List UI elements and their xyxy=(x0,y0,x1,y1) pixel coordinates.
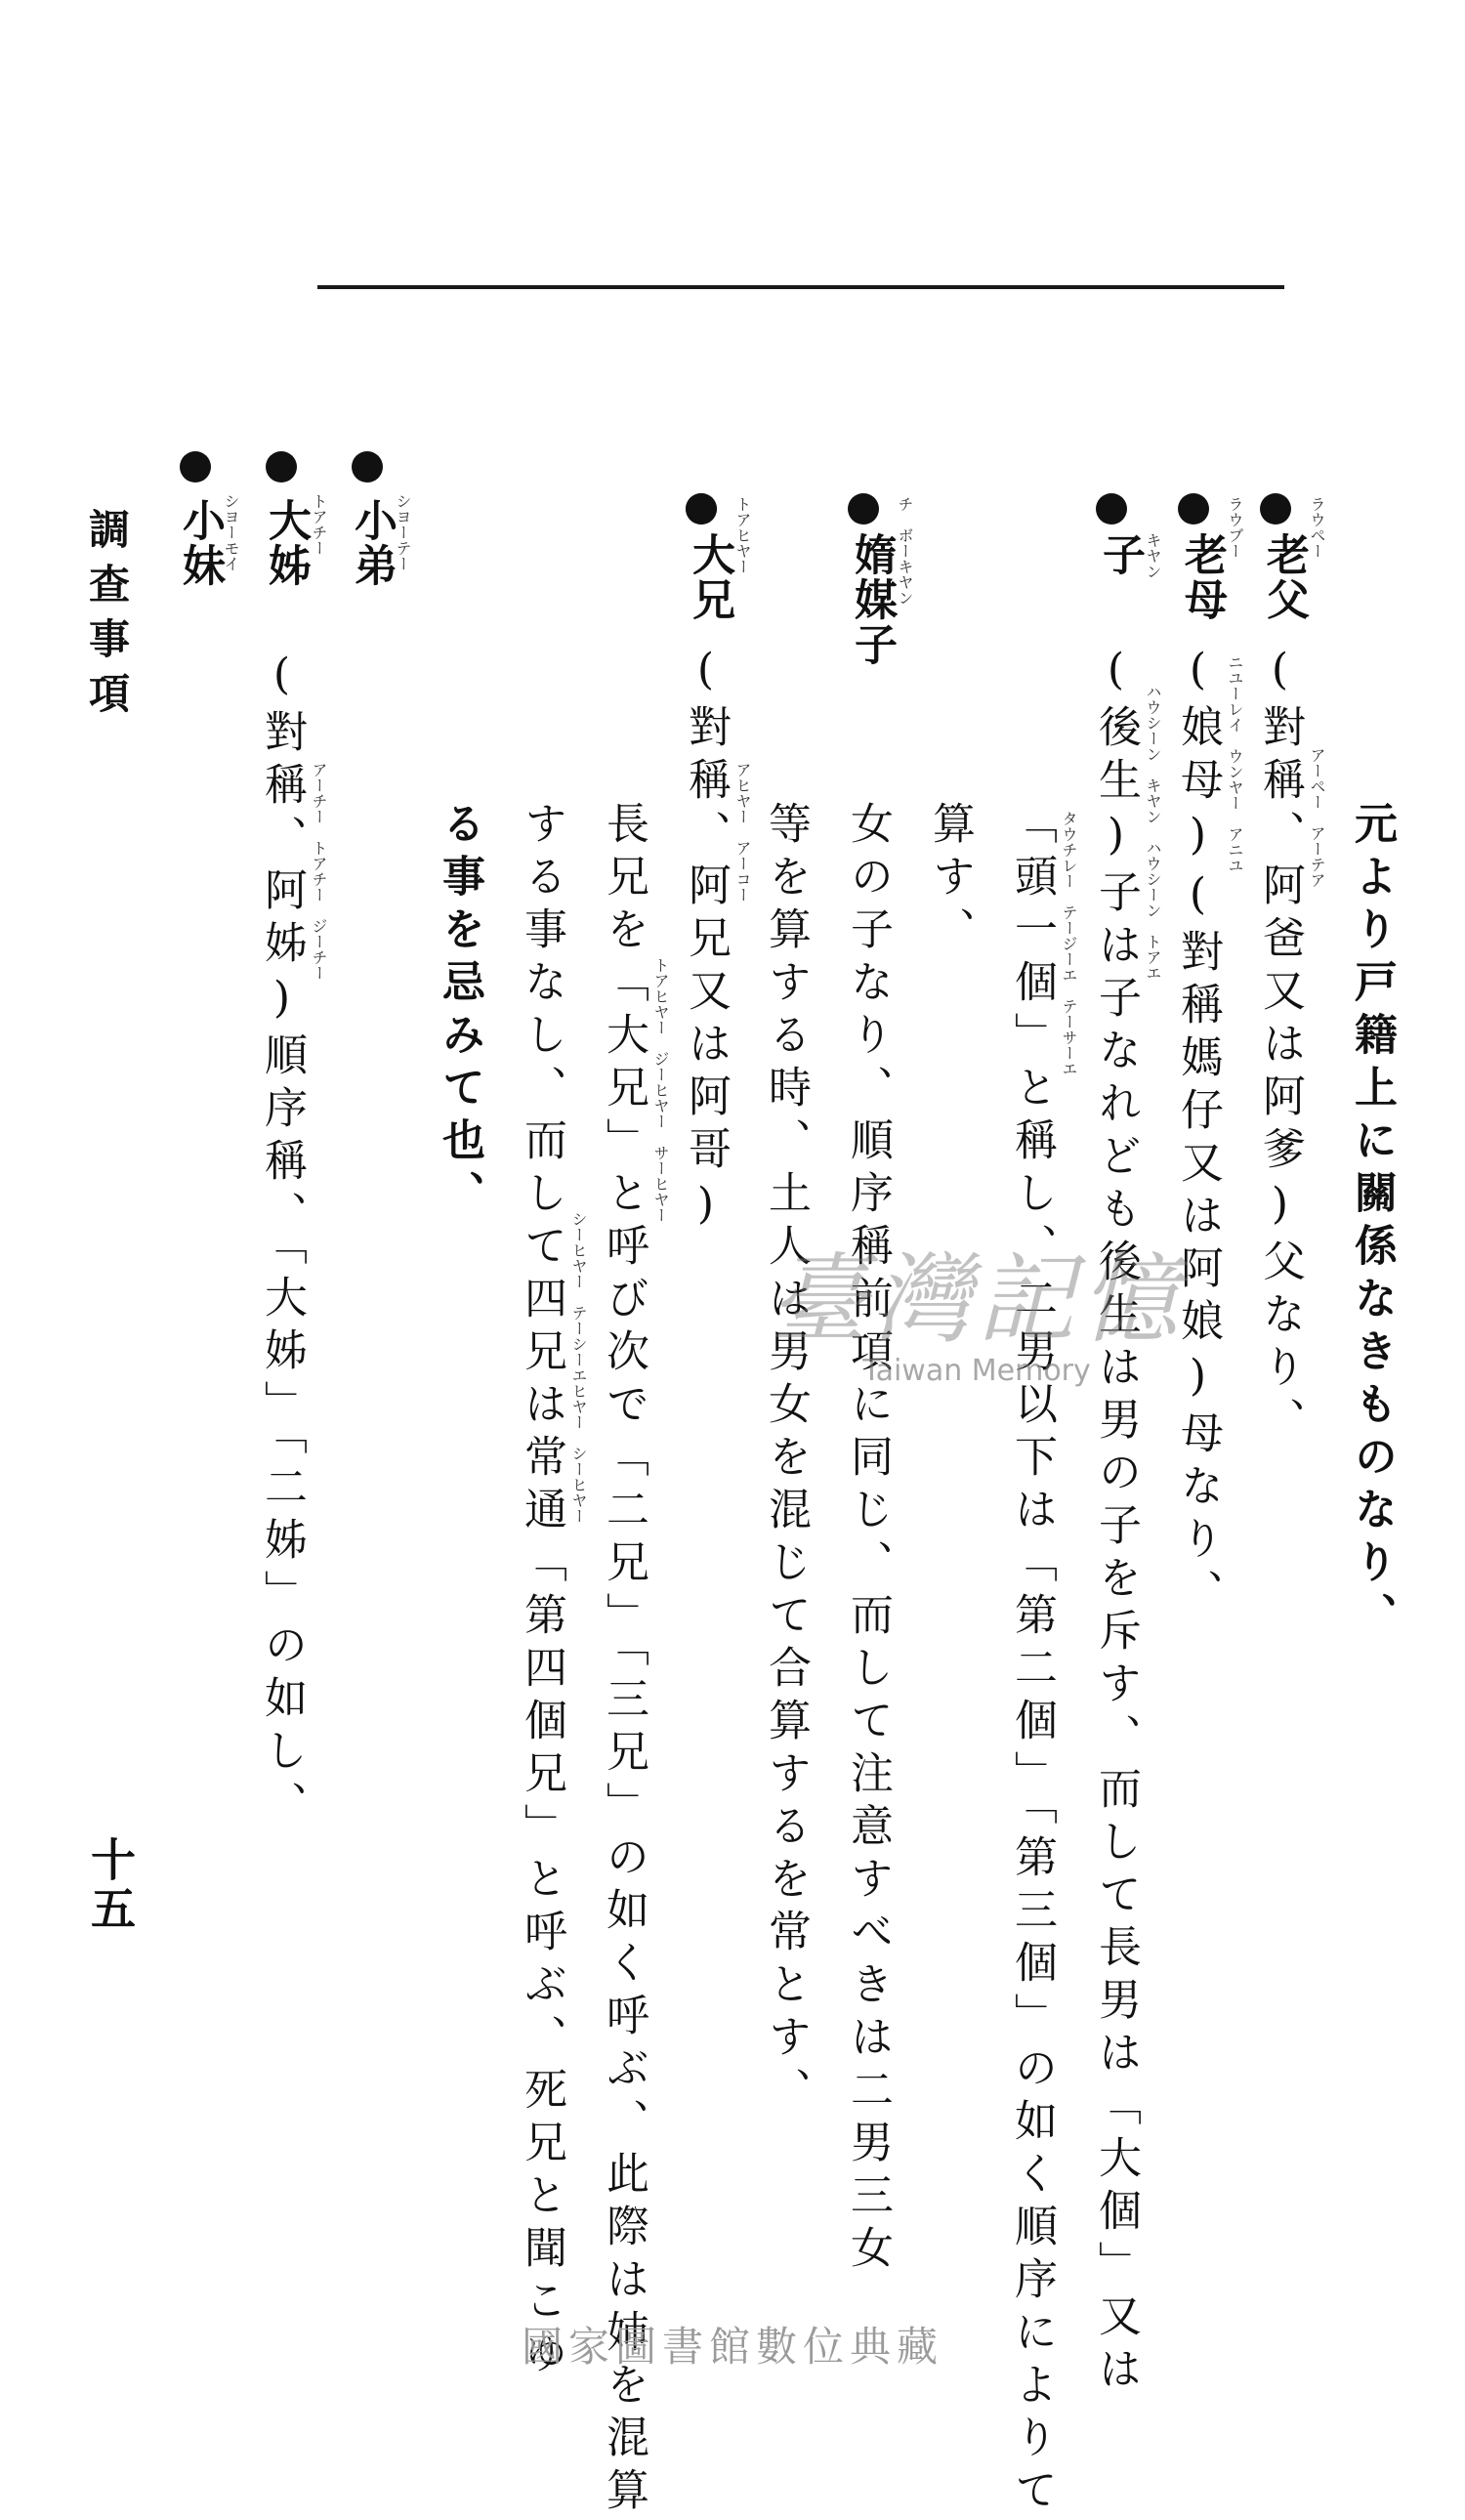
note-ruby: ハウシーン キヤン ハウシーン トアエ xyxy=(1144,684,1162,981)
entry-text: (娘母)(對稱媽仔又は阿娘)母なり、 xyxy=(1173,645,1223,1621)
term-ruby: トアチー xyxy=(310,493,328,556)
term-heading: 小弟 xyxy=(347,498,397,588)
term-heading: 老父 xyxy=(1259,532,1309,622)
term-heading: 老母 xyxy=(1177,532,1227,622)
entry-continuation: 「頭一個」と稱し、二男以下は「第二個」「第三個」の如く順序によりて xyxy=(1007,801,1057,2520)
entry-continuation-2: する事なし、而して四兄は常通「第四個兄」と呼ぶ、死兄と聞こゆ xyxy=(517,801,566,2383)
footer-credit: 國家圖書館數位典藏 xyxy=(521,2323,943,2371)
note-ruby: アーペー アーテア xyxy=(1308,747,1326,888)
bullet-marker xyxy=(848,493,879,525)
page-number: 十五 xyxy=(84,1836,137,1934)
bullet-marker xyxy=(1096,493,1127,525)
term-ruby: チ ボーキヤン xyxy=(896,496,914,606)
bullet-marker xyxy=(686,493,717,525)
bullet-marker xyxy=(180,451,211,483)
entry-text: 女の子なり、順序稱前項に同じ、而して注意すべきは二男三女 xyxy=(843,801,893,2278)
term-ruby: ラウペー xyxy=(1308,496,1326,559)
entry-continuation: 長兄を「大兄」と呼び次で「二兄」「三兄」の如く呼ぶ、此際は姉を混算 xyxy=(599,801,649,2520)
running-header: 調查事項 xyxy=(83,508,131,727)
entry-text: (對稱、阿兄又は阿哥) xyxy=(681,645,731,1239)
note-ruby: アヒヤー アーコー xyxy=(733,762,752,903)
note-ruby: ニユーレイ ウンヤー アニユ xyxy=(1226,654,1244,873)
term-ruby: キヤン xyxy=(1144,532,1162,579)
watermark-en: Taiwan Memory xyxy=(862,1354,1091,1388)
entry-text: (對稱、阿爸又は阿爹)父なり、 xyxy=(1255,645,1305,1449)
entry-continuation-2: 算す、 xyxy=(925,801,975,959)
continuation-ruby-2: シーヒヤー テーシーエヒヤー シーヒヤー xyxy=(569,1211,588,1524)
entry-text: (後生)子は子なれども後生は男の子を斥す、而して長男は「大個」又は xyxy=(1091,645,1141,2399)
entry-continuation: 元より戸籍上に關係なきものなり、 xyxy=(1347,801,1397,1645)
bullet-marker xyxy=(266,451,297,483)
term-heading: 媠媒子 xyxy=(847,532,897,667)
continuation-ruby: トアヒヤー ジーヒヤー サーヒヤー xyxy=(651,957,670,1223)
entry-continuation: 等を算する時、土人は男女を混じて合算するを常とす、 xyxy=(761,801,811,2120)
note-ruby: アーチー トアチー ジーチー xyxy=(310,762,328,981)
term-ruby: シヨーモイ xyxy=(222,493,240,571)
term-heading: 大姊 xyxy=(261,498,311,588)
bullet-marker xyxy=(352,451,383,483)
bullet-marker xyxy=(1178,493,1209,525)
term-heading: 小妹 xyxy=(175,498,225,588)
term-ruby: ラウブー xyxy=(1226,496,1244,559)
entry-text: (對稱、阿姊)順序稱、「大姊」「二姊」の如し、 xyxy=(257,650,307,1833)
term-heading: 子 xyxy=(1095,532,1145,577)
term-heading: 大兄 xyxy=(685,532,734,622)
continuation-ruby: タウチレー テージーエ テーサーエ xyxy=(1060,811,1078,1076)
term-ruby: シヨーテー xyxy=(394,493,412,571)
watermark-cn: 臺灣記憶 xyxy=(770,1242,1184,1357)
bullet-marker xyxy=(1260,493,1291,525)
term-ruby: トアヒヤー xyxy=(733,496,752,574)
entry-continuation-3: る事を忌みて也、 xyxy=(435,801,484,1223)
top-rule xyxy=(317,285,1284,289)
